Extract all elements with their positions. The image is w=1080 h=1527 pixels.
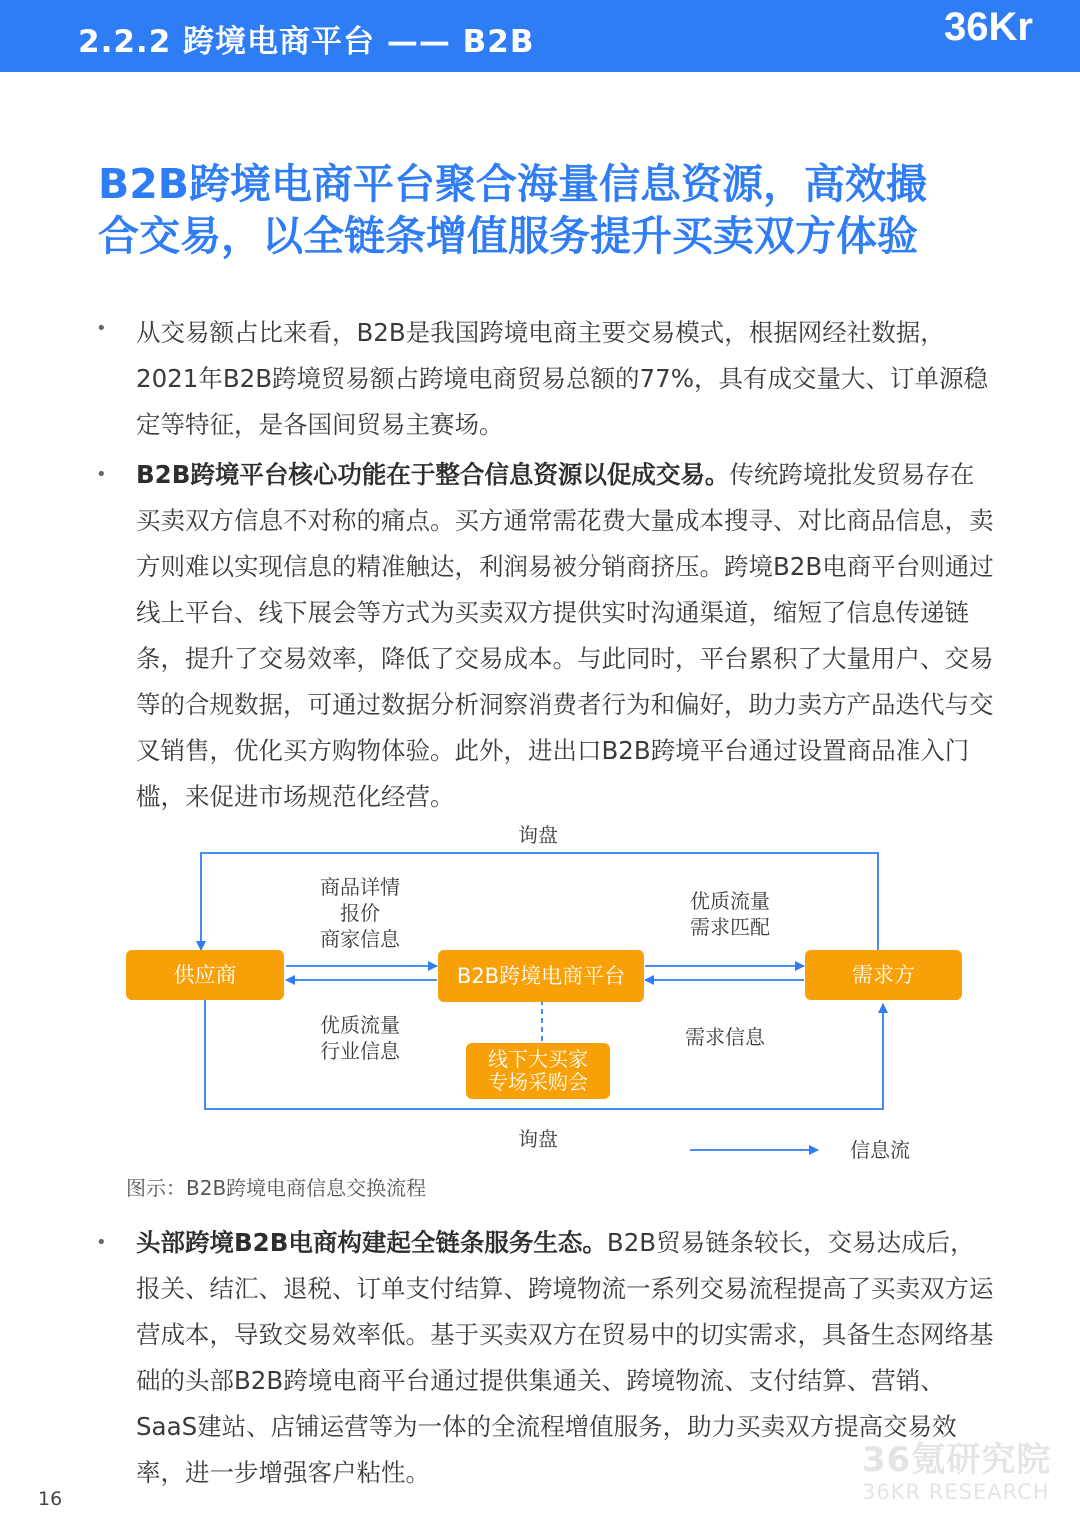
paragraph-text: 从交易额占比来看，B2B是我国跨境电商主要交易模式，根据网经社数据，2021年B2B跨境贸易额占跨境电商贸易总额的77%，具有成交量大、订单源稳定等特征，是各国间贸易主赛场。	[136, 318, 989, 439]
page-number: 16	[38, 1488, 63, 1510]
label-quality-traffic: 优质流量	[690, 889, 770, 913]
supplier-box: 供应商	[126, 950, 284, 1000]
paragraph-lead: B2B跨境平台核心功能在于整合信息资源以促成交易。	[136, 460, 730, 489]
watermark-en: 36KR RESEARCH	[862, 1480, 1050, 1504]
label-quality-traffic-2: 优质流量	[320, 1013, 400, 1037]
headline-line-2: 合交易，以全链条增值服务提升买卖双方体验	[98, 212, 918, 260]
offline-line-2: 专场采购会	[488, 1070, 588, 1094]
label-merchant-info: 商家信息	[320, 927, 400, 951]
header-bar	[0, 0, 1080, 72]
bullet-marker: •	[96, 1232, 107, 1253]
offline-line-1: 线下大买家	[488, 1047, 588, 1071]
offline-fair-box	[466, 1043, 610, 1099]
page-headline	[98, 158, 1028, 262]
platform-box: B2B跨境电商平台	[438, 950, 644, 1002]
label-industry-info: 行业信息	[320, 1039, 400, 1063]
top-inquiry-label: 询盘	[518, 823, 558, 847]
label-quote: 报价	[340, 901, 380, 925]
watermark-cn: 36氪研究院	[862, 1440, 1052, 1480]
bullet-marker: •	[96, 464, 107, 485]
label-demand-matching: 需求匹配	[690, 915, 770, 939]
svg-text:36Kr: 36Kr	[944, 5, 1033, 49]
paragraph-lead: 头部跨境B2B电商构建起全链条服务生态。	[136, 1228, 607, 1257]
36kr-logo	[944, 2, 1080, 72]
info-flow-diagram	[0, 810, 1080, 1200]
bullet-marker: •	[96, 318, 107, 339]
paragraph-1	[136, 310, 996, 448]
label-demand-info: 需求信息	[685, 1025, 765, 1049]
section-title: 2.2.2 跨境电商平台 —— B2B	[78, 24, 535, 60]
label-product-details: 商品详情	[320, 875, 400, 899]
buyer-box: 需求方	[805, 950, 962, 1000]
left-top-labels	[310, 874, 410, 952]
left-bottom-labels	[310, 1012, 410, 1064]
bottom-inquiry-label: 询盘	[518, 1127, 558, 1151]
headline-line-1: B2B跨境电商平台聚合海量信息资源，高效撮	[98, 160, 928, 208]
paragraph-2	[136, 452, 996, 820]
paragraph-text: 传统跨境批发贸易存在买卖双方信息不对称的痛点。买方通常需花费大量成本搜寻、对比商品信息，卖方则难以实现信息的精准触达，利润易被分销商挤压。跨境B2B电商平台则通过线上平台、线下展会等方式为买卖双方提供实时沟通渠道，缩短了信息传递链条，提升了交易效率，降低了交易成本。与此同时，平台累积了大量用户、交易等的合规数据，可通过数据分析洞察消费者行为和偏好，助力卖方产品迭代与交叉销售，优化买方购物体验。此外，进出口B2B跨境平台通过设置商品准入门槛，来促进市场规范化经营。	[136, 460, 994, 811]
paragraph-text: B2B贸易链条较长，交易达成后，报关、结汇、退税、订单支付结算、跨境物流一系列交易流程提高了买卖双方运营成本，导致交易效率低。基于买卖双方在贸易中的切实需求，具备生态网络基础的头部B2B跨境电商平台通过提供集通关、跨境物流、支付结算、营销、SaaS建站、店铺运营等为一体的全流程增值服务，助力买卖双方提高交易效率，进一步增强客户粘性。	[136, 1228, 994, 1487]
right-top-labels	[680, 888, 780, 940]
legend-label: 信息流	[850, 1138, 910, 1162]
figure-caption: 图示：B2B跨境电商信息交换流程	[126, 1176, 427, 1200]
